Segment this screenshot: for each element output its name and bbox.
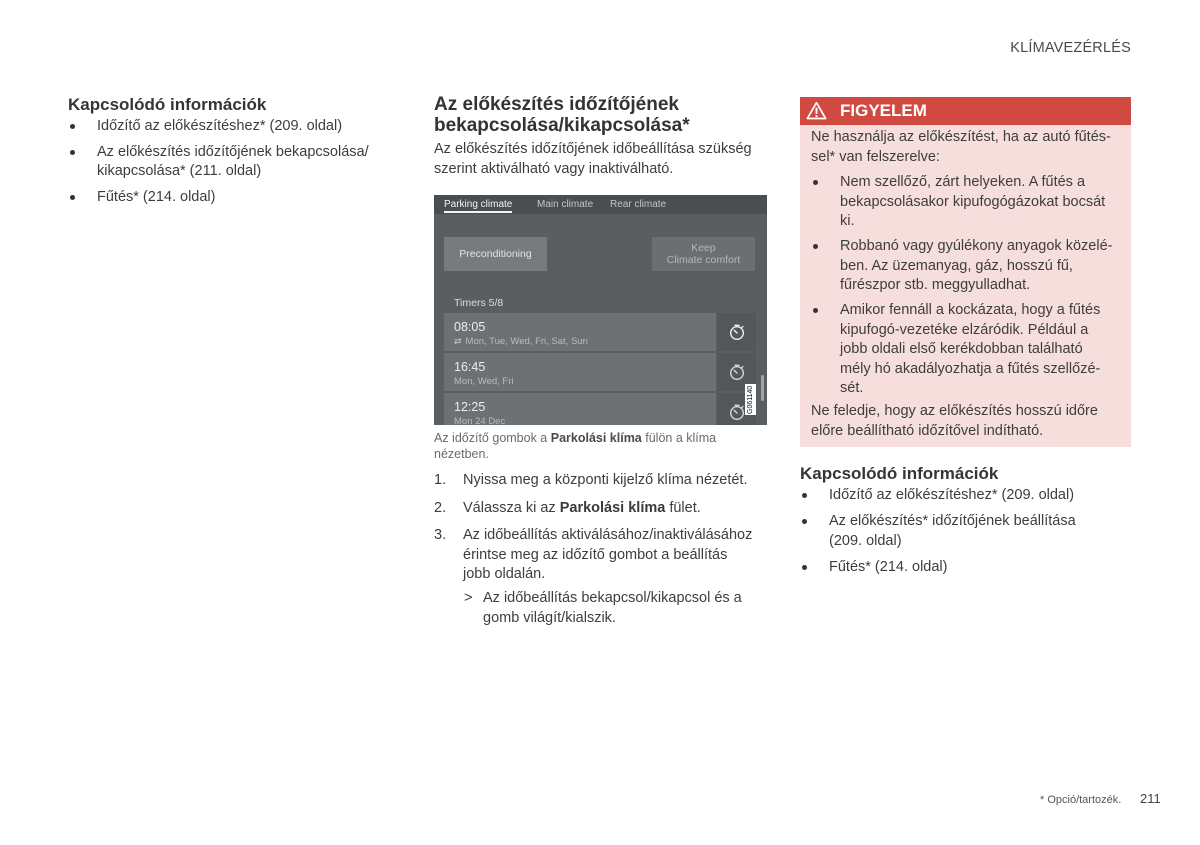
- timer-time: 16:45: [454, 360, 486, 374]
- timer-days-text: Mon, Tue, Wed, Fri, Sat, Sun: [465, 336, 588, 347]
- warning-item-text: Amikor fennáll a kockázata, hogy a fűtés kipufogó-vezetéke elzáródik. Például a jobb oldali első kerékdobban található mély hó akadályozhatja a fűtés szellőzé- sét.: [840, 302, 1101, 396]
- timer-time: 12:25: [454, 400, 486, 414]
- climate-screen-figure: [434, 195, 767, 425]
- related-link[interactable]: [68, 143, 388, 182]
- intro-paragraph: Az előkészítés időzítőjének időbeállítása szükség szerint aktiválható vagy inaktiválható.: [434, 141, 752, 177]
- related-info-left: [68, 95, 388, 207]
- warning-box: [800, 97, 1131, 447]
- step-text: Az időbeállítás aktiválásához/inaktiválásához érintse meg az időzítő gombot a beállítás jobb oldalán.: [463, 527, 753, 582]
- timer-days: Mon 24 Dec: [454, 416, 506, 425]
- step-item: [434, 471, 779, 491]
- caption-text: fülön a klíma nézetben.: [434, 431, 717, 461]
- bullet-icon: [802, 565, 807, 570]
- related-link-text[interactable]: Az előkészítés* időzítőjének beállítása (209. oldal): [829, 513, 1076, 549]
- bullet-icon: [802, 493, 807, 498]
- warning-item-text: Robbanó vagy gyúlékony anyagok közelé- ben. Az üzemanyag, gáz, hosszú fű, fűrészpor stb. meggyulladhat.: [840, 238, 1113, 293]
- warning-list: [811, 173, 1125, 399]
- timer-row: [444, 393, 716, 425]
- keep-climate-comfort-button: [652, 237, 755, 271]
- bullet-icon: [813, 180, 818, 185]
- result-marker: >: [464, 590, 473, 606]
- step-item: [434, 526, 779, 628]
- timer-toggle-button: [717, 313, 756, 351]
- warning-header: [800, 97, 1131, 125]
- step-number: 1.: [434, 472, 447, 488]
- stopwatch-icon: [728, 363, 746, 381]
- related-link-text[interactable]: Fűtés* (214. oldal): [829, 558, 948, 575]
- section-title: KLÍMAVEZÉRLÉS: [1010, 40, 1131, 56]
- warning-title: FIGYELEM: [840, 101, 927, 120]
- warning-item: [811, 237, 1125, 296]
- warning-item-text: Nem szellőző, zárt helyeken. A fűtés a bekapcsolásakor kipufogógázokat bocsát ki.: [840, 174, 1106, 229]
- related-link[interactable]: [800, 512, 1131, 551]
- tab-rear-climate: Rear climate: [610, 199, 667, 210]
- step-text: Nyissa meg a központi kijelző klíma nézetét.: [463, 472, 748, 488]
- related-info-heading: Kapcsolódó információk: [68, 95, 267, 114]
- bullet-icon: [813, 244, 818, 249]
- tab-parking-climate: Parking climate: [444, 198, 512, 213]
- step-number: 3.: [434, 527, 447, 543]
- related-info-right: [800, 464, 1131, 577]
- related-links-list: [800, 486, 1131, 577]
- timer-time: 08:05: [454, 320, 486, 334]
- step-text: Válassza ki az: [463, 499, 560, 516]
- timer-days: [454, 336, 588, 348]
- related-link-text[interactable]: Időzítő az előkészítéshez* (209. oldal): [97, 118, 343, 134]
- bullet-icon: [70, 124, 75, 129]
- warning-intro: Ne használja az előkészítést, ha az autó fűtés- sel* van felszerelve:: [811, 129, 1111, 165]
- timer-row: [444, 353, 716, 391]
- result-text: Az időbeállítás bekapcsol/kikapcsol és a gomb világít/kialszik.: [483, 590, 742, 626]
- climate-tab-bar: [434, 195, 767, 214]
- instruction-steps: [434, 471, 779, 636]
- stopwatch-icon: [728, 323, 746, 341]
- step-result: [463, 589, 779, 628]
- related-link-text[interactable]: Fűtés* (214. oldal): [97, 188, 216, 205]
- timer-row: [444, 313, 716, 351]
- caption-emphasis: Parkolási klíma: [550, 431, 642, 445]
- tab-main-climate: Main climate: [537, 199, 594, 210]
- preconditioning-button: [444, 237, 547, 271]
- keep-climate-comfort-label: Keep Climate comfort: [666, 242, 741, 266]
- footnote: * Opció/tartozék.: [1040, 794, 1122, 806]
- page-number: 211: [1140, 791, 1161, 806]
- warning-item: [811, 301, 1125, 399]
- timers-scrollbar: [761, 375, 764, 401]
- figure-caption: [434, 430, 774, 462]
- related-link-text[interactable]: Az előkészítés időzítőjének bekapcsolása/ kikapcsolása* (211. oldal): [97, 143, 369, 179]
- stopwatch-icon: [728, 403, 746, 421]
- warning-item: [811, 173, 1125, 232]
- warning-outro: Ne feledje, hogy az előkészítés hosszú időre előre beállítható időzítővel indítható.: [811, 403, 1098, 439]
- timers-count-label: Timers 5/8: [454, 297, 504, 309]
- related-link-text[interactable]: Időzítő az előkészítéshez* (209. oldal): [829, 487, 1075, 503]
- preconditioning-button-label: Preconditioning: [459, 248, 532, 260]
- repeat-icon: ⇄: [454, 337, 462, 347]
- related-link[interactable]: [68, 188, 388, 208]
- step-number: 2.: [434, 499, 447, 516]
- related-link[interactable]: [68, 117, 388, 137]
- step-emphasis: Parkolási klíma: [559, 499, 666, 516]
- related-info-heading: Kapcsolódó információk: [800, 464, 999, 483]
- step-item: [434, 499, 779, 519]
- step-text: fület.: [665, 499, 701, 516]
- warning-body: [800, 125, 1131, 441]
- caption-text: Az időzítő gombok a: [434, 431, 551, 445]
- related-links-list: [68, 117, 388, 207]
- bullet-icon: [70, 195, 75, 200]
- bullet-icon: [70, 150, 75, 155]
- page-title: Az előkészítés időzítőjének bekapcsolása/kikapcsolása*: [434, 94, 690, 136]
- bullet-icon: [813, 308, 818, 313]
- warning-triangle-icon: [806, 101, 827, 120]
- image-code: G061140: [747, 385, 754, 414]
- related-link[interactable]: [800, 558, 1131, 578]
- related-link[interactable]: [800, 486, 1131, 506]
- timer-days: Mon, Wed, Fri: [454, 376, 514, 387]
- bullet-icon: [802, 519, 807, 524]
